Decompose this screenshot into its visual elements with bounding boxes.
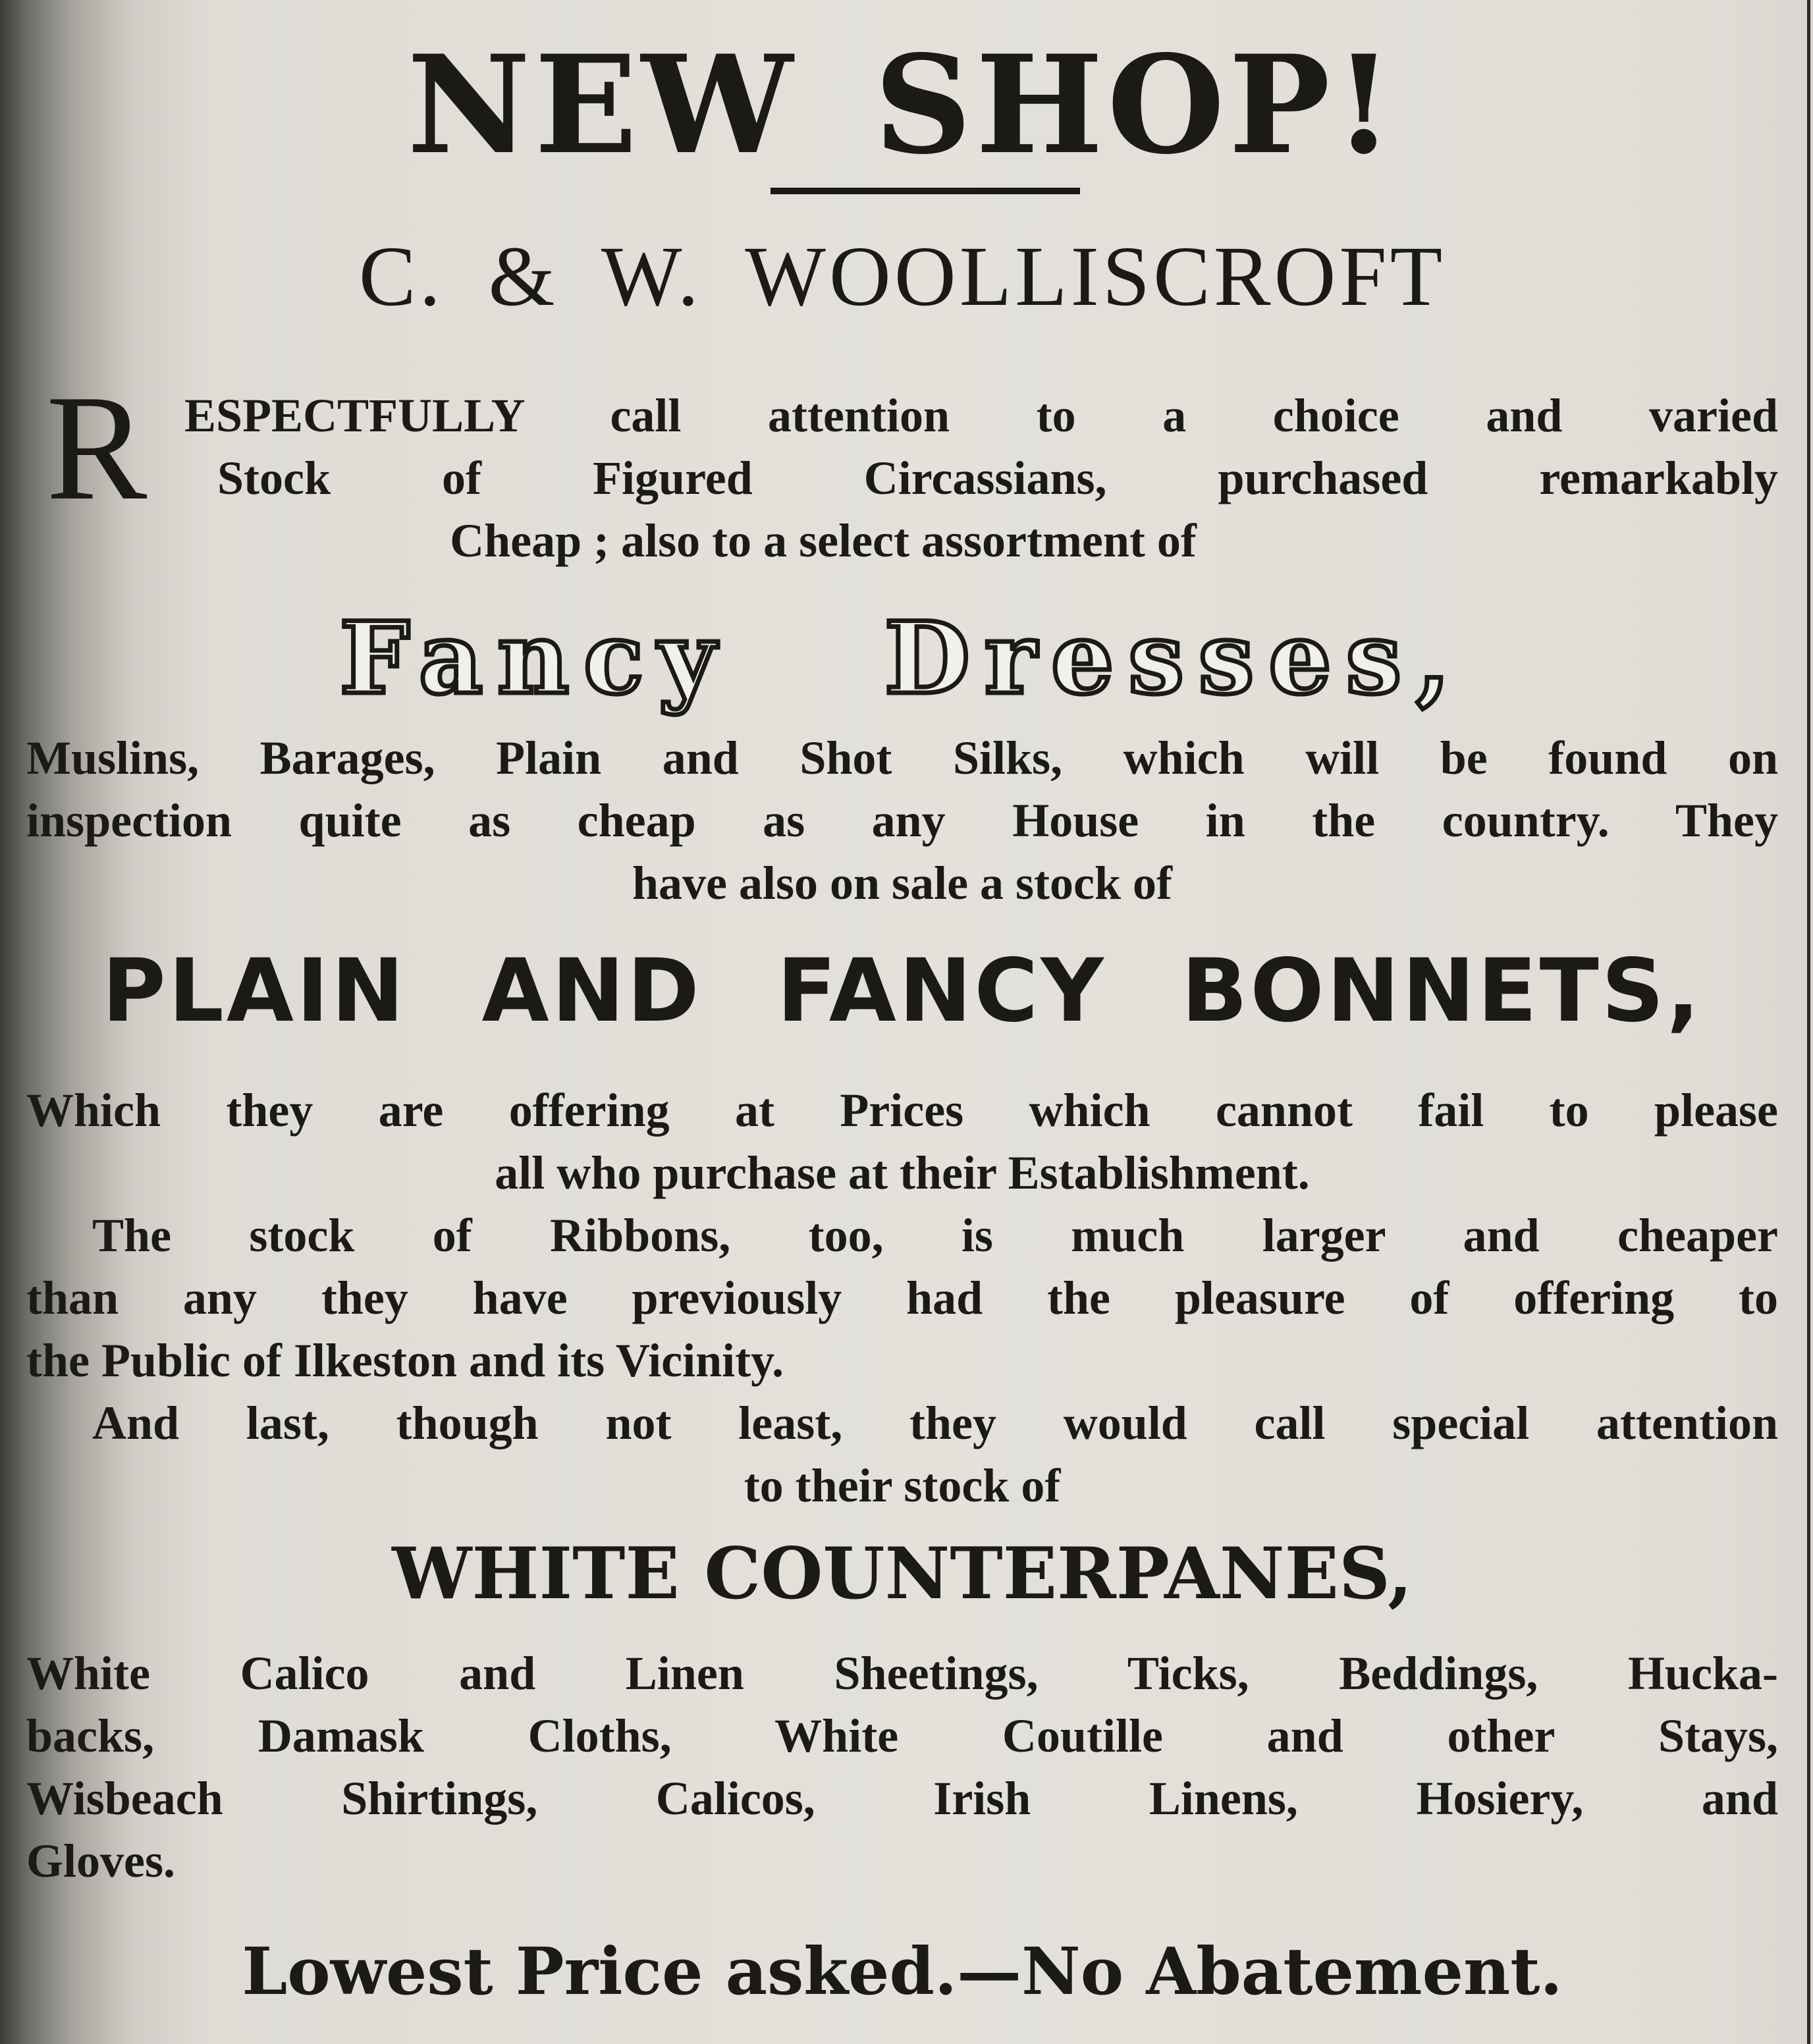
- bonnets-line-2: all who purchase at their Establishment.: [495, 1146, 1310, 1199]
- advertisement-column: [26, 0, 1778, 2044]
- linen-line-2: backs, Damask Cloths, White Coutille and other Stays,: [26, 1709, 1778, 1762]
- dresses-line-1: Muslins, Barages, Plain and Shot Silks, which will be found on: [26, 732, 1778, 784]
- linen-line-4: Gloves.: [26, 1835, 175, 1887]
- advert-title: NEW SHOP!: [407, 26, 1397, 184]
- closing-line: Lowest Price asked.—No Abatement.: [242, 1934, 1563, 2010]
- intro-line-2: Stock of Figured Circassians, purchased remarkably: [217, 452, 1778, 504]
- ribbons-line-3: the Public of Ilkeston and its Vicinity.: [26, 1334, 784, 1387]
- column-rule: [1807, 0, 1810, 2044]
- dresses-line-2: inspection quite as cheap as any House in the country. They: [26, 794, 1778, 847]
- fancy-dresses-heading: Fancy Dresses,: [339, 601, 1465, 716]
- drop-cap: R: [46, 363, 148, 531]
- title-divider: [771, 188, 1080, 194]
- bonnets-line-1: Which they are offering at Prices which cannot fail to please: [26, 1084, 1778, 1137]
- intro-line-3: Cheap ; also to a select assortment of: [450, 514, 1197, 567]
- ribbons-line-2: than any they have previously had the pleasure of offering to: [26, 1272, 1778, 1324]
- firm-name: C. & W. WOOLLISCROFT: [358, 229, 1446, 324]
- bonnets-heading: PLAIN AND FANCY BONNETS,: [102, 940, 1702, 1042]
- intro-line-1: ESPECTFULLY call attention to a choice and varied: [184, 389, 1778, 442]
- linen-line-3: Wisbeach Shirtings, Calicos, Irish Linens, Hosiery, and: [26, 1772, 1778, 1825]
- last-line-2: to their stock of: [744, 1459, 1061, 1512]
- dresses-line-3: have also on sale a stock of: [632, 857, 1173, 909]
- counterpanes-heading: WHITE COUNTERPANES,: [392, 1532, 1413, 1615]
- linen-line-1: White Calico and Linen Sheetings, Ticks, Beddings, Hucka-: [26, 1647, 1778, 1700]
- ribbons-line-1: The stock of Ribbons, too, is much larger and cheaper: [92, 1209, 1778, 1262]
- last-line-1: And last, though not least, they would call special attention: [92, 1397, 1778, 1449]
